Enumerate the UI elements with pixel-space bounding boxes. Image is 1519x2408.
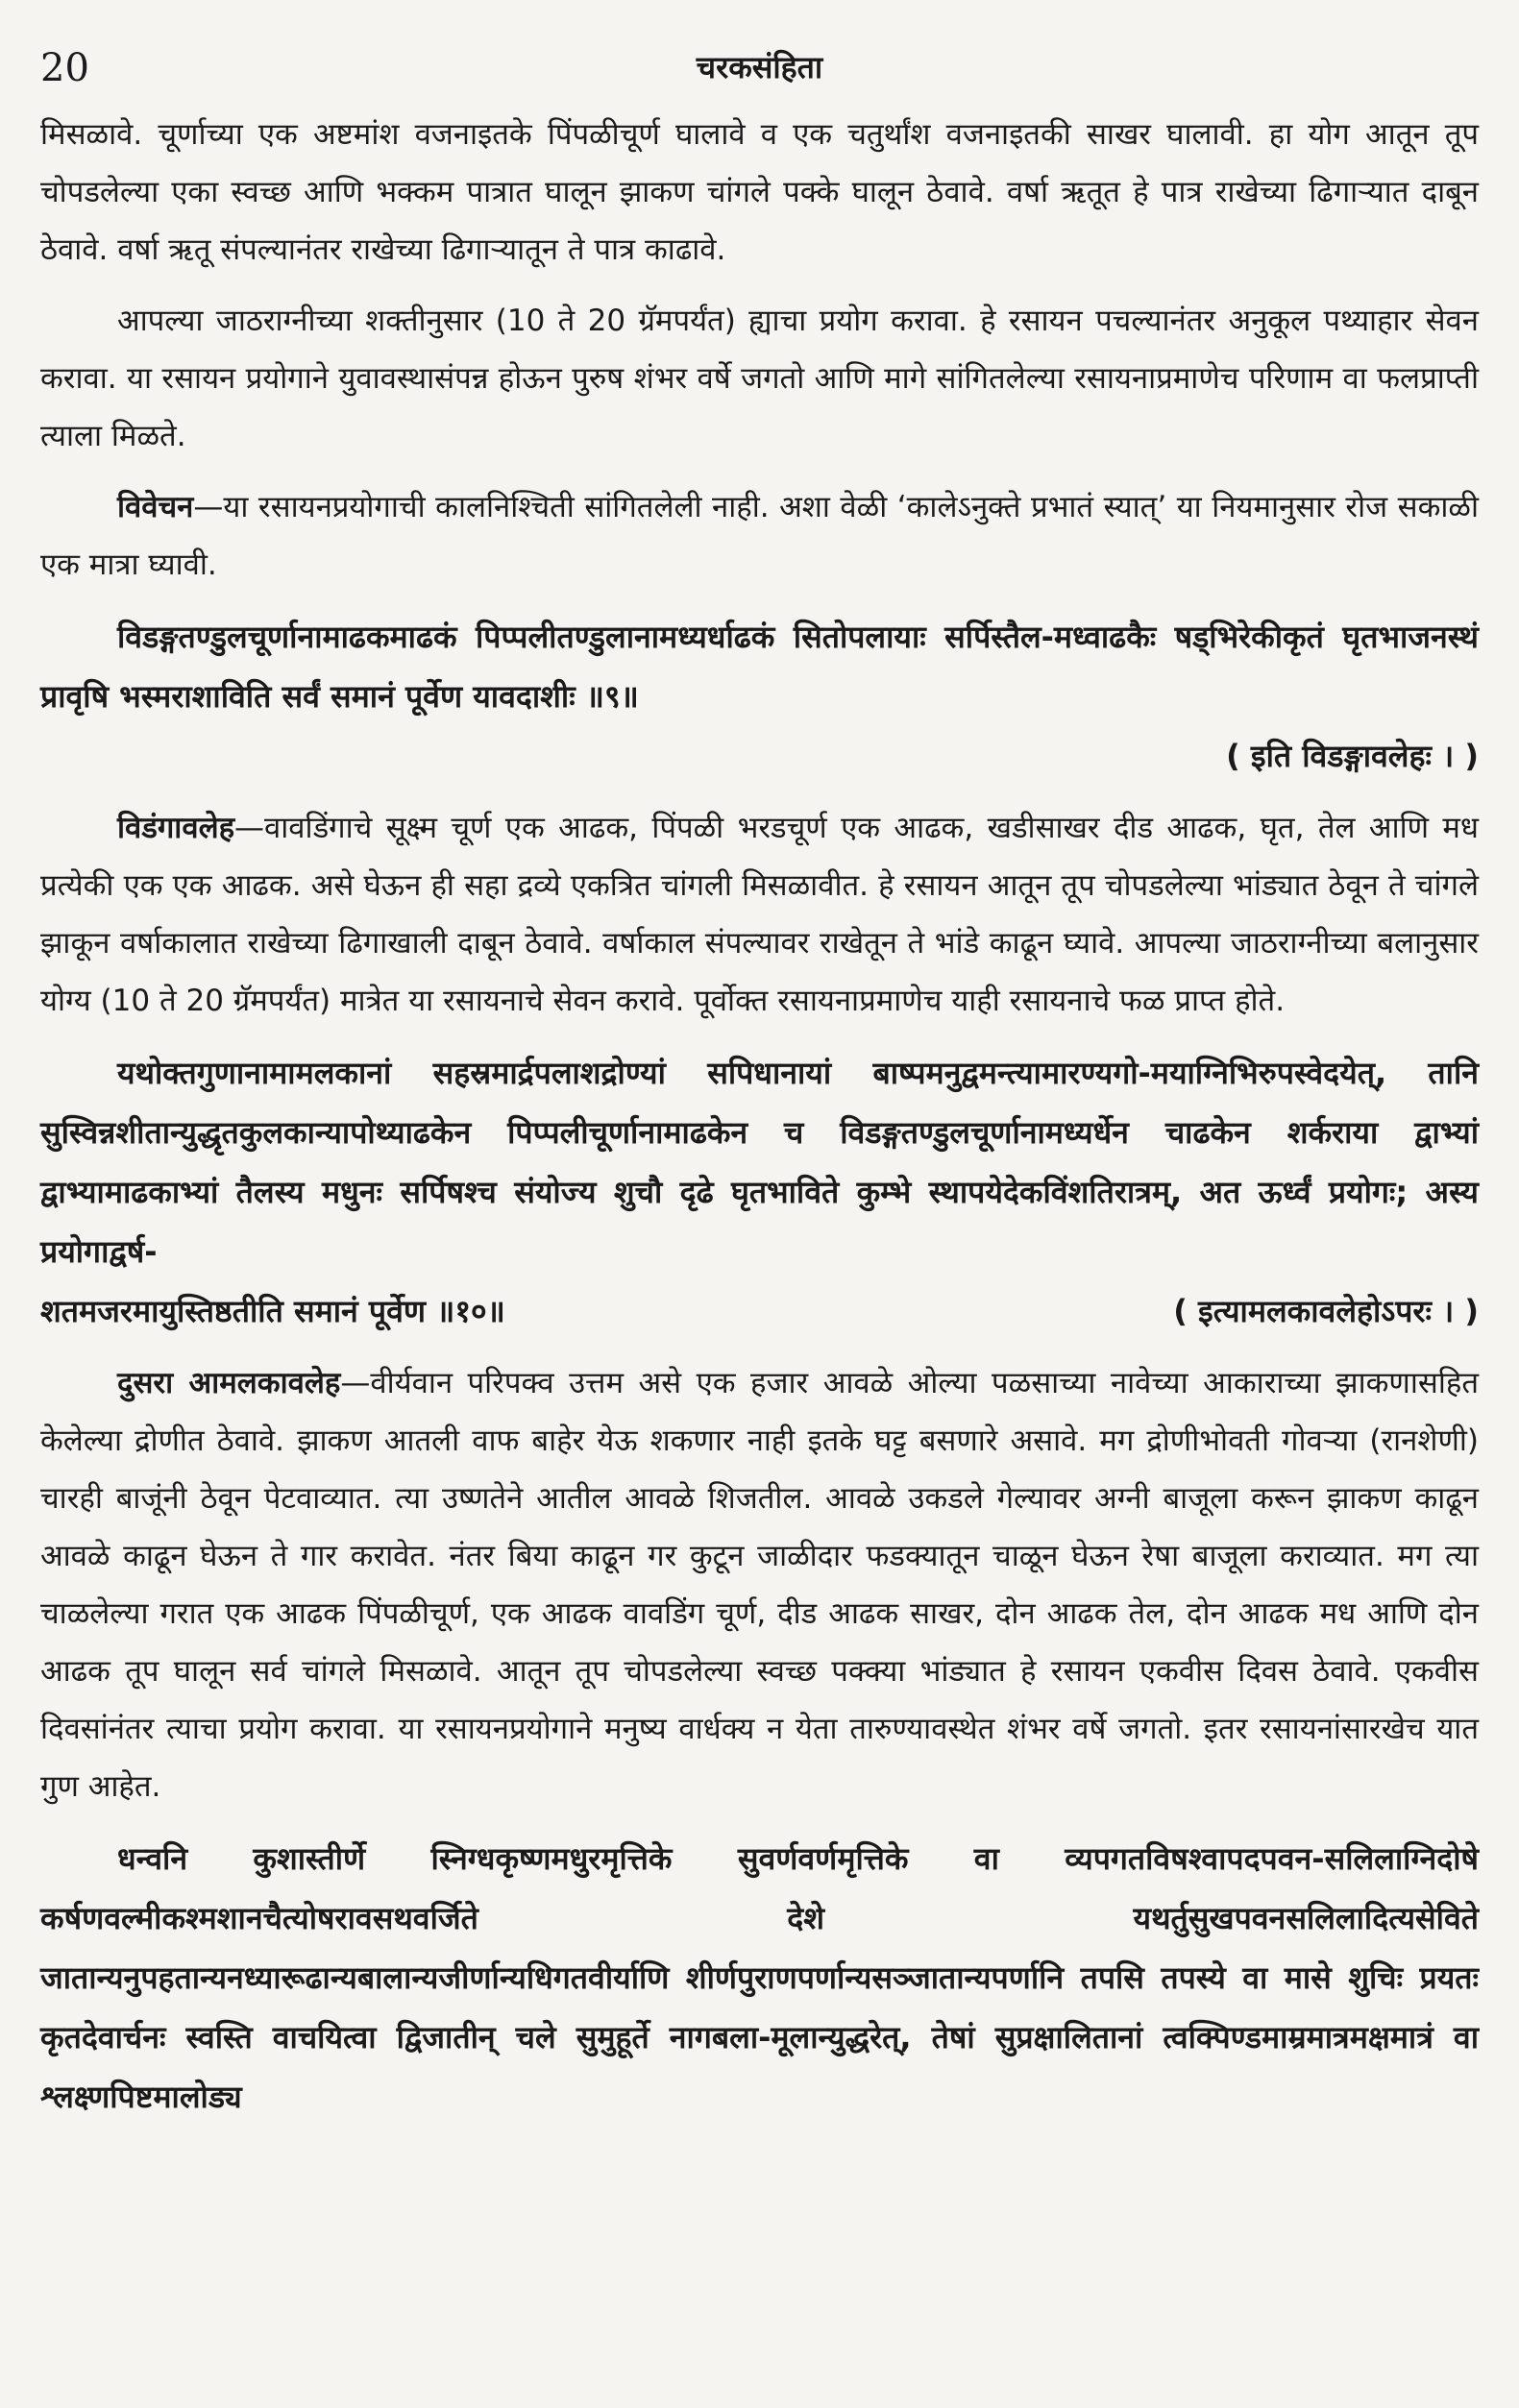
paragraph-continuation: मिसळावे. चूर्णाच्या एक अष्टमांश वजनाइतके पिंपळीचूर्ण घालावे व एक चतुर्थांश वजनाइतकी साखर घालावी. हा योग आतून तूप चोपडलेल्या एका स्वच्छ आणि भक्कम पात्रात घालून झाकण चांगले पक्के घालून ठेवावे. वर्षा ऋतूत हे पात्र राखेच्या ढिगाऱ्यात दाबून ठेवावे. वर्षा ऋतू संपल्यानंतर राखेच्या ढिगाऱ्यातून ते पात्र काढावे. [40, 117, 1479, 267]
paragraph-vivechan [40, 478, 1479, 594]
vidangavaleh-body: —वावडिंगाचे सूक्ष्म चूर्ण एक आढक, पिंपळी भरडचूर्ण एक आढक, खडीसाखर दीड आढक, घृत, तेल आणि मध प्रत्येकी एक एक आढक. असे घेऊन ही सहा द्रव्ये एकत्रित चांगली मिसळावीत. हे रसायन आतून तूप चोपडलेल्या भांड्यात ठेवून ते चांगले झाकून वर्षाकालात राखेच्या ढिगाखाली दाबून ठेवावे. वर्षाकाल संपल्यावर राखेतून ते भांडे काढून घ्यावे. आपल्या जाठराग्नीच्या बलानुसार योग्य (10 ते 20 ग्रॅमपर्यंत) मात्रेत या रसायनाचे सेवन करावे. पूर्वोक्त रसायनाप्रमाणेच याही रसायनाचे फळ प्राप्त होते. [40, 811, 1479, 1018]
sanskrit-verse-11: धन्वनि कुशास्तीर्णे स्निग्धकृष्णमधुरमृत्तिके सुवर्णवर्णमृत्तिके वा व्यपगतविषश्वापदपवन-सलिलाग्निदोषे कर्षणवल्मीकश्मशानचैत्योषरावसथवर्जिते देशे यथर्तुसुखपवनसलिलादित्यसेविते जातान्यनुपहतान्यनध्यारूढान्यबालान्यजीर्णान्यधिगतवीर्याणि शीर्णपुराणपर्णान्यसञ्जातान्यपर्णानि तपसि तपस्ये वा मासे शुचिः प्रयतः कृतदेवार्चनः स्वस्ति वाचयित्वा द्विजातीन् चले सुमुहूर्ते नागबला-मूलान्युद्धरेत्, तेषां सुप्रक्षालितानां त्वक्पिण्डमाम्रमात्रमक्षमात्रं वा श्लक्ष्णपिष्टमालोड्य [40, 1840, 1479, 2115]
vidangavaleh-heading: विडंगावलेह [117, 811, 235, 845]
sanskrit-verse-9: विडङ्गतण्डुलचूर्णानामाढकमाढकं पिप्पलीतण्डुलानामध्यर्धाढकं सितोपलायाः सर्पिस्तैल-मध्वाढकैः षड्भिरेकीकृतं घृतभाजनस्थं प्रावृषि भस्मराशाविति सर्वं समानं पूर्वेण यावदाशीः ॥९॥ [40, 619, 1479, 715]
amalakavaleh-heading: दुसरा आमलकावलेह [117, 1366, 341, 1400]
paragraph-dosage: आपल्या जाठराग्नीच्या शक्तीनुसार (10 ते 20 ग्रॅमपर्यंत) ह्याचा प्रयोग करावा. हे रसायन पचल्यानंतर अनुकूल पथ्याहार सेवन करावा. या रसायन प्रयोगाने युवावस्थासंपन्न होऊन पुरुष शंभर वर्षे जगतो आणि मागे सांगितलेल्या रसायनाप्रमाणेच परिणाम वा फलप्राप्ती त्याला मिळते. [40, 304, 1479, 453]
paragraph-vidangavaleh [40, 799, 1479, 1030]
verse-10-colophon: ( इत्यामलकावलेहोऽपरः । ) [1173, 1293, 1479, 1329]
verse-9-colophon: ( इति विडङ्गावलेहः । ) [1226, 738, 1479, 774]
vivechan-body: —या रसायनप्रयोगाची कालनिश्चिती सांगितलेली नाही. अशा वेळी ‘कालेऽनुक्ते प्रभातं स्यात्’ या नियमानुसार रोज सकाळी एक मात्रा घ्यावी. [40, 490, 1479, 582]
page-number: 20 [40, 46, 89, 90]
sanskrit-verse-10: यथोक्तगुणानामामलकानां सहस्रमार्द्रपलाशद्रोण्यां सपिधानायां बाष्पमनुद्वमन्त्यामारण्यगो-मयाग्निभिरुपस्वेदयेत्, तानि सुस्विन्नशीतान्युद्धृतकुलकान्यापोथ्याढकेन पिप्पलीचूर्णानामाढकेन च विडङ्गतण्डुलचूर्णानामध्यर्धेन चाढकेन शर्कराया द्वाभ्यां द्वाभ्यामाढकाभ्यां तैलस्य मधुनः सर्पिषश्च संयोज्य शुचौ दृढे घृतभाविते कुम्भे स्थापयेदेकविंशतिरात्रम्, अत ऊर्ध्वं प्रयोगः; अस्य प्रयोगाद्वर्ष- [40, 1055, 1479, 1270]
paragraph-amalakavaleh [40, 1354, 1479, 1815]
verse-10-last-line [40, 1281, 1479, 1341]
vivechan-heading: विवेचन [117, 490, 194, 524]
amalakavaleh-body: —वीर्यवान परिपक्व उत्तम असे एक हजार आवळे ओल्या पळसाच्या नावेच्या आकाराच्या झाकणासहित केलेल्या द्रोणीत ठेवावे. झाकण आतली वाफ बाहेर येऊ शकणार नाही इतके घट्ट बसणारे असावे. मग द्रोणीभोवती गोवऱ्या (रानशेणी) चारही बाजूंनी ठेवून पेटवाव्यात. त्या उष्णतेने आतील आवळे शिजतील. आवळे उकडले गेल्यावर अग्नी बाजूला करून झाकण काढून आवळे काढून घेऊन ते गार करावेत. नंतर बिया काढून गर कुटून जाळीदार फडक्यातून चाळून घेऊन रेषा बाजूला कराव्यात. मग त्या चाळलेल्या गरात एक आढक पिंपळीचूर्ण, एक आढक वावडिंग चूर्ण, दीड आढक साखर, दोन आढक तेल, दोन आढक मध आणि दोन आढक तूप घालून सर्व चांगले मिसळावे. आतून तूप चोपडलेल्या स्वच्छ पक्क्या भांड्यात हे रसायन एकवीस दिवस ठेवावे. एकवीस दिवसांनंतर त्याचा प्रयोग करावा. या रसायनप्रयोगाने मनुष्य वार्धक्य न येता तारुण्यावस्थेत शंभर वर्षे जगतो. इतर रसायनांसारखेच यात गुण आहेत. [40, 1366, 1479, 1804]
running-title: चरकसंहिता [696, 49, 823, 85]
page-header [40, 36, 1479, 106]
verse-10-ending: शतमजरमायुस्तिष्ठतीति समानं पूर्वेण ॥१०॥ [40, 1293, 505, 1329]
